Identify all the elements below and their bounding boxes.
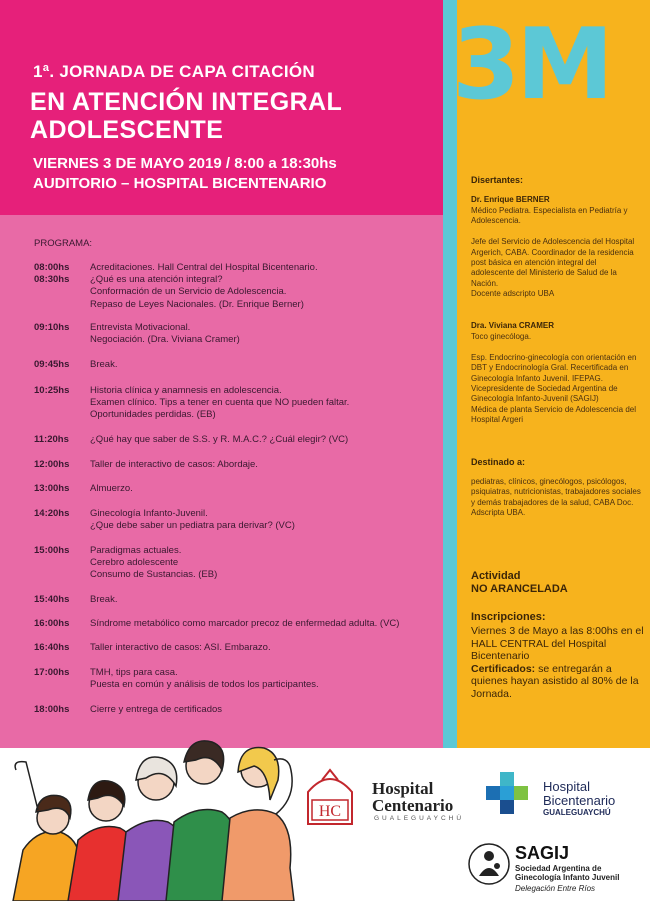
registration-text [471, 625, 646, 700]
program-time: 18:00hs [34, 704, 70, 715]
program-time: 15:40hs [34, 594, 70, 605]
program-description: ¿Qué hay que saber de S.S. y R. M.A.C.? ¿Cuál elegir? (VC) [90, 434, 349, 445]
audience-text: pediatras, clínicos, ginecólogos, psicólogos, psiquiatras, nutricionistas, trabajadores sociales y demás trabajadores de la salud, CABA Doc. Adscripta UBA. [471, 477, 641, 518]
program-description: Almuerzo. [90, 483, 133, 494]
program-title: PROGRAMA: [34, 238, 93, 249]
speaker-2-bio: Toco ginecóloga. Esp. Endocrino-ginecología con orientación en DBT y Endocrinología Gral. Recertificada en Ginecología Infanto Juvenil. IFEPAG. Vicepresidente de Sociedad Argentina de Ginecología Infanto-Juvenil (SAGIJ) Médica de planta Servicio de Adolescencia del Hospital Argeri [471, 332, 637, 425]
program-time: 13:00hs [34, 483, 70, 494]
certificates-label: Certificados: [471, 662, 536, 675]
program-time: 09:10hs [34, 322, 70, 333]
program-description: Entrevista Motivacional. Negociación. (Dra. Viviana Cramer) [90, 322, 240, 346]
program-time: 10:25hs [34, 385, 70, 396]
event-title-line3: ADOLESCENTE [30, 116, 224, 144]
program-time: 16:00hs [34, 618, 70, 629]
hc-initials: HC [318, 803, 342, 820]
hc-name-1: Hospital [372, 779, 434, 798]
program-description: Síndrome metabólico como marcador precoz de enfermedad adulta. (VC) [90, 618, 400, 629]
hospital-centenario-name [372, 780, 453, 814]
program-description: Taller interactivo de casos: ASI. Embarazo. [90, 642, 271, 653]
sagij-logo [467, 842, 511, 886]
hc-city: GUALEGUAYCHÚ [374, 815, 465, 822]
hospital-bicentenario-name [543, 780, 615, 808]
program-time: 16:40hs [34, 642, 70, 653]
activity-line2: NO ARANCELADA [471, 583, 568, 595]
sagij-fullname: Sociedad Argentina de Ginecología Infanto Juvenil [515, 864, 620, 882]
program-description: Break. [90, 359, 118, 370]
speaker-1-name [471, 195, 641, 205]
program-description: Ginecología Infanto-Juvenil. ¿Que debe saber un pediatra para derivar? (VC) [90, 508, 295, 532]
registration-title: Inscripciones: [471, 611, 546, 623]
event-title-line2: EN ATENCIÓN INTEGRAL [30, 88, 343, 116]
registration-info: Viernes 3 de Mayo a las 8:00hs en el HALL CENTRAL del Hospital Bicentenario [471, 625, 644, 662]
program-time: 15:00hs [34, 545, 70, 556]
program-description: Paradigmas actuales. Cerebro adolescente Consumo de Sustancias. (EB) [90, 545, 218, 581]
program-description: Historia clínica y anamnesis en adolescencia. Examen clínico. Tips a tener en cuenta que NO pueden faltar. Oportunidades perdidas. (EB) [90, 385, 350, 421]
program-time: 12:00hs [34, 459, 70, 470]
program-time: 11:20hs [34, 434, 69, 445]
hb-name-1: Hospital [543, 779, 590, 794]
program-time: 14:20hs [34, 508, 70, 519]
speaker-2-name-text: Dra. Viviana CRAMER [471, 321, 554, 330]
speaker-1-name-text: Dr. Enrique BERNER [471, 195, 550, 204]
hospital-bicentenario-logo [484, 770, 530, 816]
hb-name-2: Bicentenario [543, 793, 616, 808]
youth-group-illustration [8, 700, 308, 901]
activity-line1: Actividad [471, 570, 521, 582]
speaker-1-bio: Médico Pediatra. Especialista en Pediatría y Adolescencia. Jefe del Servicio de Adolescencia del Hospital Argerich, CABA. Coordinador de la residencia post básica en atención integral del adolescente del Ministerio de Salud de la Nación. Docente adscripto UBA [471, 206, 635, 299]
program-description: Taller de interactivo de casos: Abordaje. [90, 459, 258, 470]
hb-city: GUALEGUAYCHÚ [543, 808, 611, 817]
program-description: Cierre y entrega de certificados [90, 704, 223, 715]
program-description: Acreditaciones. Hall Central del Hospital Bicentenario. ¿Qué es una atención integral? Conformación de un Servicio de Adolescencia. Repaso de Leyes Nacionales. (Dr. Enrique Berner) [90, 262, 318, 310]
certificates-text: se entregarán a quienes hayan asistido al 80% de la Jornada. [471, 662, 639, 700]
event-title-line1: 1ª. JORNADA DE CAPA CITACIÓN [33, 62, 315, 81]
program-description: TMH, tips para casa. Puesta en común y análisis de todos los participantes. [90, 667, 319, 691]
hc-name-2: Centenario [372, 796, 454, 815]
sagij-name: SAGIJ [515, 843, 570, 863]
speaker-2-name [471, 321, 641, 331]
program-time: 17:00hs [34, 667, 70, 678]
program-description: Break. [90, 594, 118, 605]
event-place: AUDITORIO – HOSPITAL BICENTENARIO [33, 175, 327, 192]
event-mark: 3M [452, 8, 610, 122]
audience-title: Destinado a: [471, 457, 526, 467]
event-date: VIERNES 3 DE MAYO 2019 / 8:00 a 18:30hs [33, 155, 337, 172]
program-time: 08:00hs 08:30hs [34, 262, 70, 286]
hospital-centenario-logo [300, 762, 360, 828]
program-time: 09:45hs [34, 359, 70, 370]
sagij-delegation: Delegación Entre Ríos [515, 884, 596, 893]
speakers-title: Disertantes: [471, 175, 524, 185]
